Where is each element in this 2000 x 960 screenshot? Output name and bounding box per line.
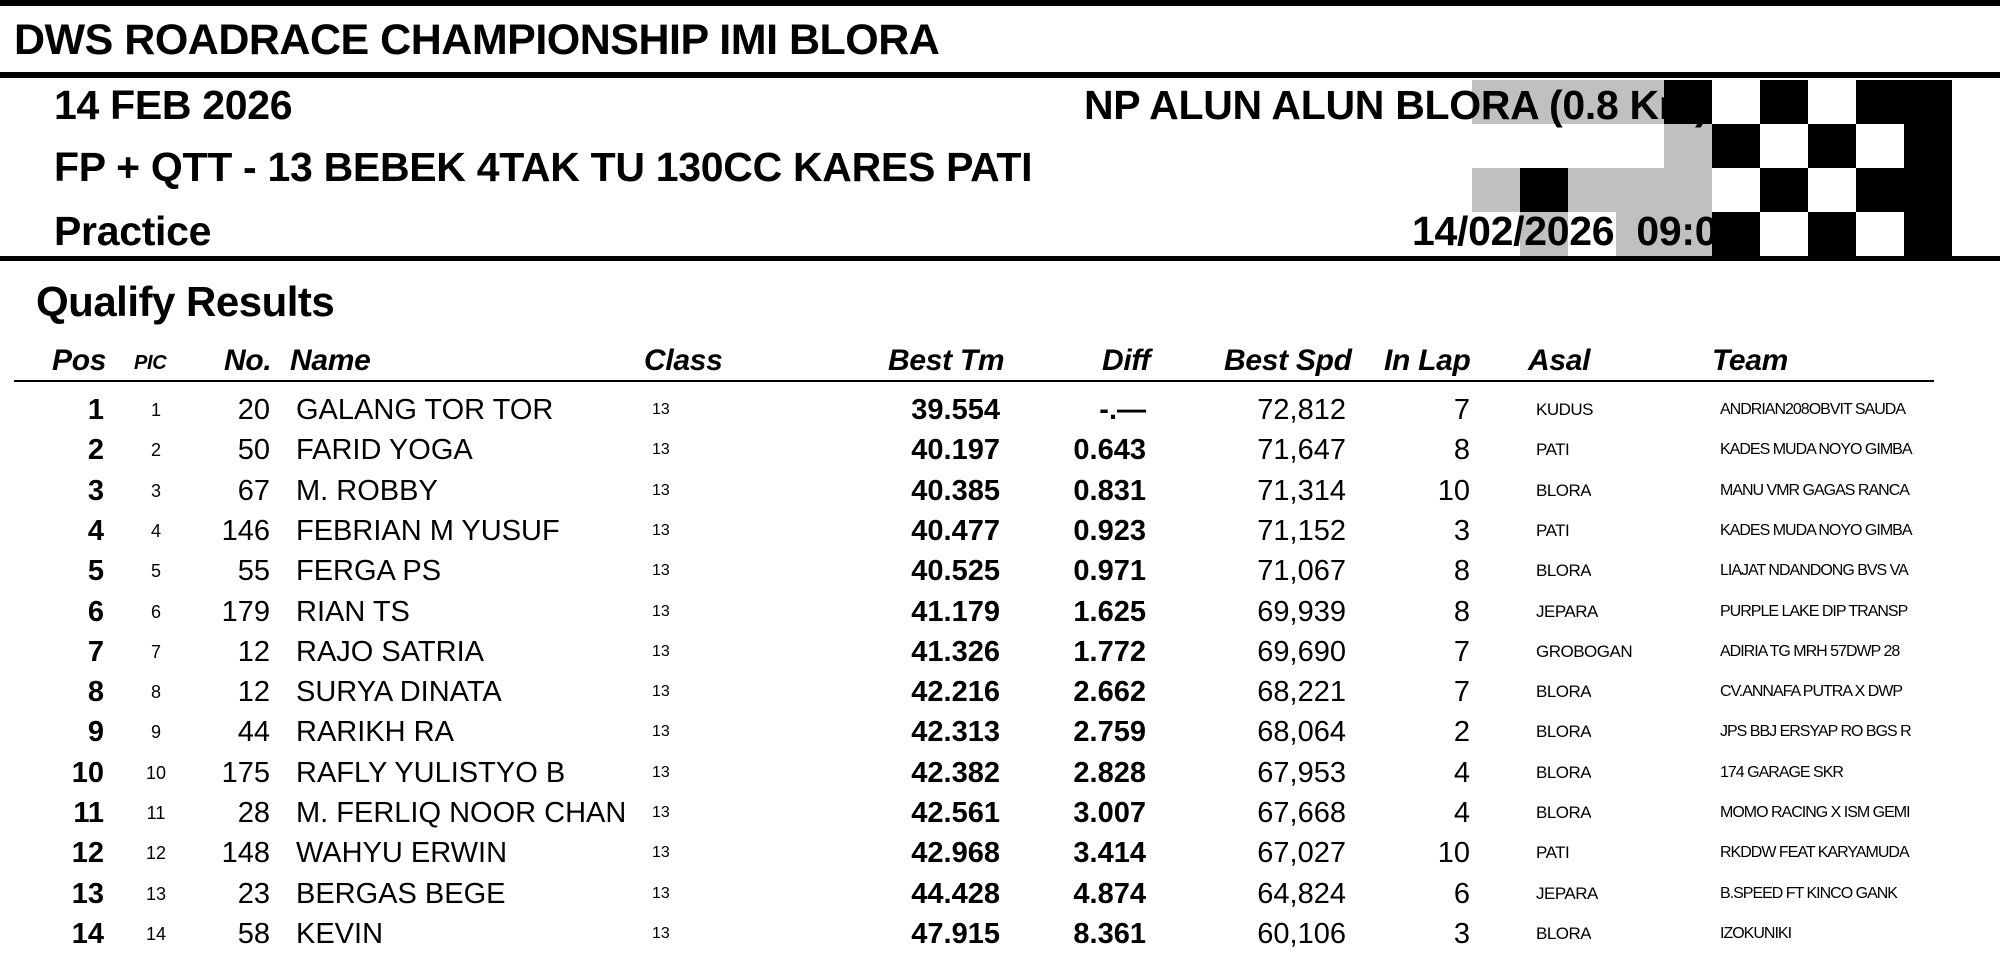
cell-spd: 67,027 — [1257, 837, 1346, 870]
cell-pos: 6 — [87, 595, 104, 628]
cell-spd: 68,221 — [1257, 676, 1346, 709]
flag-square — [1904, 124, 1952, 168]
cell-asal: BLORA — [1536, 480, 1592, 500]
cell-lap: 7 — [1453, 635, 1470, 668]
cell-class: 13 — [652, 642, 670, 660]
header-rule — [0, 256, 2000, 261]
cell-diff: 0.643 — [1073, 434, 1146, 467]
cell-lap: 10 — [1437, 837, 1470, 870]
cell-best: 42.561 — [911, 797, 1000, 829]
cell-name: RAFLY YULISTYO B — [296, 756, 566, 789]
cell-no: 50 — [237, 434, 270, 467]
cell-team: IZOKUNIKI — [1720, 924, 1792, 942]
cell-diff: 2.828 — [1073, 756, 1146, 789]
cell-best: 40.525 — [911, 555, 1000, 588]
cell-asal: PATI — [1536, 440, 1570, 460]
table-row — [0, 632, 2000, 672]
cell-name: RARIKH RA — [296, 716, 454, 749]
flag-square — [1472, 168, 1520, 212]
cell-diff: 2.759 — [1073, 716, 1146, 749]
cell-asal: JEPARA — [1536, 601, 1598, 621]
cell-spd: 64,824 — [1257, 877, 1346, 910]
cell-pic: 13 — [145, 883, 167, 904]
col-team-header: Team — [1712, 344, 1789, 377]
cell-lap: 4 — [1453, 797, 1470, 829]
cell-lap: 3 — [1453, 514, 1470, 547]
cell-no: 175 — [221, 756, 270, 789]
cell-best: 42.216 — [911, 676, 1000, 709]
cell-pos: 3 — [87, 474, 104, 507]
cell-team: ADIRIA TG MRH 57DWP 28 — [1720, 642, 1900, 660]
cell-no: 179 — [221, 595, 270, 628]
cell-name: FARID YOGA — [296, 434, 473, 467]
cell-lap: 10 — [1437, 474, 1470, 507]
flag-square — [1664, 124, 1712, 168]
col-pos-header: Pos — [52, 344, 107, 377]
cell-team: KADES MUDA NOYO GIMBA — [1720, 521, 1912, 539]
col-best-tm-header: Best Tm — [888, 344, 1005, 377]
cell-class: 13 — [652, 884, 670, 902]
cell-best: 40.385 — [911, 474, 1000, 507]
cell-team: PURPLE LAKE DIP TRANSP — [1720, 602, 1908, 620]
cell-pic: 8 — [150, 682, 161, 703]
cell-name: RIAN TS — [296, 595, 410, 628]
cell-pic: 9 — [150, 722, 161, 743]
cell-no: 28 — [237, 797, 270, 829]
cell-name: FEBRIAN M YUSUF — [296, 514, 560, 547]
col-no-header: No. — [224, 344, 272, 377]
cell-class: 13 — [652, 602, 670, 620]
cell-best: 42.382 — [911, 756, 1000, 789]
flag-square — [1808, 212, 1856, 256]
cell-team: CV.ANNAFA PUTRA X DWP — [1720, 683, 1903, 701]
cell-diff: 0.971 — [1073, 555, 1146, 588]
cell-lap: 6 — [1453, 877, 1470, 910]
cell-diff: 0.831 — [1073, 474, 1146, 507]
event-date: 14 FEB 2026 — [54, 82, 293, 128]
cell-pos: 5 — [87, 555, 104, 588]
table-row — [0, 672, 2000, 712]
cell-asal: BLORA — [1536, 722, 1592, 742]
cell-spd: 68,064 — [1257, 716, 1346, 749]
column-header-rule — [14, 380, 1934, 382]
cell-name: BERGAS BEGE — [296, 877, 506, 910]
cell-pic: 5 — [150, 561, 161, 582]
cell-best: 40.197 — [911, 434, 1000, 467]
cell-name: M. ROBBY — [296, 474, 438, 507]
cell-class: 13 — [652, 763, 670, 781]
cell-team: LIAJAT NDANDONG BVS VA — [1720, 562, 1908, 580]
cell-pos: 12 — [71, 837, 104, 870]
cell-spd: 71,067 — [1257, 555, 1346, 588]
table-row — [0, 471, 2000, 511]
cell-asal: PATI — [1536, 843, 1570, 863]
cell-class: 13 — [652, 401, 670, 418]
cell-no: 67 — [237, 474, 270, 507]
cell-class: 13 — [652, 481, 670, 499]
cell-asal: GROBOGAN — [1536, 641, 1633, 661]
cell-spd: 69,939 — [1257, 595, 1346, 628]
cell-asal: BLORA — [1536, 923, 1592, 943]
cell-asal: BLORA — [1536, 762, 1592, 782]
flag-square — [1856, 168, 1904, 212]
cell-pic: 14 — [145, 923, 167, 944]
table-row — [0, 753, 2000, 793]
cell-asal: BLORA — [1536, 561, 1592, 581]
venue-name: NP ALUN ALUN BLORA (0.8 Km) — [1084, 82, 1709, 128]
table-row — [0, 551, 2000, 591]
col-class-header: Class — [644, 344, 723, 377]
cell-pic: 4 — [150, 520, 161, 541]
cell-team: ANDRIAN208OBVIT SAUDA — [1720, 401, 1905, 418]
cell-class: 13 — [652, 844, 670, 862]
cell-pic: 7 — [150, 641, 161, 662]
cell-asal: BLORA — [1536, 803, 1592, 822]
cell-asal: JEPARA — [1536, 883, 1598, 903]
table-row — [0, 712, 2000, 752]
cell-diff: -.— — [1099, 394, 1146, 426]
cell-best: 42.313 — [911, 716, 1000, 749]
flag-square — [1664, 168, 1712, 212]
cell-lap: 7 — [1453, 394, 1470, 426]
cell-lap: 4 — [1453, 756, 1470, 789]
section-title: Qualify Results — [36, 278, 335, 325]
cell-asal: PATI — [1536, 520, 1570, 540]
cell-no: 58 — [237, 917, 270, 950]
cell-spd: 67,953 — [1257, 756, 1346, 789]
cell-pos: 4 — [87, 514, 104, 547]
flag-square — [1760, 168, 1808, 212]
cell-lap: 2 — [1453, 716, 1470, 749]
cell-diff: 1.772 — [1073, 635, 1146, 668]
cell-team: KADES MUDA NOYO GIMBA — [1720, 441, 1912, 459]
cell-class: 13 — [652, 723, 670, 741]
cell-spd: 69,690 — [1257, 635, 1346, 668]
cell-best: 47.915 — [911, 917, 1000, 950]
session-name: Practice — [54, 208, 212, 254]
cell-no: 12 — [237, 676, 270, 709]
cell-pos: 8 — [87, 676, 104, 709]
cell-pic: 11 — [146, 803, 166, 823]
cell-name: GALANG TOR TOR — [296, 394, 554, 426]
cell-no: 148 — [221, 837, 270, 870]
cell-no: 20 — [237, 394, 270, 426]
cell-best: 41.326 — [911, 635, 1000, 668]
table-row — [0, 914, 2000, 954]
top-rule — [0, 0, 2000, 6]
cell-spd: 71,647 — [1257, 434, 1346, 467]
cell-diff: 8.361 — [1073, 917, 1146, 950]
col-best-spd-header: Best Spd — [1224, 344, 1352, 377]
cell-pos: 14 — [71, 917, 104, 950]
flag-square — [1904, 168, 1952, 212]
cell-team: 174 GARAGE SKR — [1720, 763, 1843, 781]
cell-asal: KUDUS — [1536, 400, 1594, 419]
cell-pos: 10 — [71, 756, 104, 789]
table-row — [0, 793, 2000, 833]
cell-lap: 3 — [1453, 917, 1470, 950]
cell-class: 13 — [652, 683, 670, 701]
col-asal-header: Asal — [1528, 344, 1591, 377]
cell-pic: 12 — [145, 843, 167, 864]
cell-spd: 67,668 — [1257, 797, 1346, 829]
cell-team: MANU VMR GAGAS RANCA — [1720, 481, 1909, 499]
table-row — [0, 390, 2000, 430]
col-name-header: Name — [290, 344, 371, 377]
cell-name: WAHYU ERWIN — [296, 837, 508, 870]
cell-lap: 8 — [1453, 555, 1470, 588]
cell-name: FERGA PS — [296, 555, 442, 588]
cell-best: 41.179 — [911, 595, 1000, 628]
cell-lap: 8 — [1453, 434, 1470, 467]
cell-class: 13 — [652, 804, 670, 821]
cell-class: 13 — [652, 562, 670, 580]
cell-diff: 3.007 — [1073, 797, 1146, 829]
cell-pic: 3 — [150, 480, 161, 501]
cell-asal: BLORA — [1536, 682, 1592, 702]
flag-square — [1616, 168, 1664, 212]
cell-team: RKDDW FEAT KARYAMUDA — [1720, 844, 1909, 862]
table-row — [0, 592, 2000, 632]
cell-class: 13 — [652, 521, 670, 539]
event-title: DWS ROADRACE CHAMPIONSHIP IMI BLORA — [14, 16, 940, 64]
cell-pic: 6 — [150, 601, 161, 622]
cell-no: 44 — [237, 716, 270, 749]
table-row — [0, 430, 2000, 470]
cell-diff: 2.662 — [1073, 676, 1146, 709]
table-row — [0, 833, 2000, 873]
cell-pos: 1 — [87, 394, 104, 426]
cell-no: 55 — [237, 555, 270, 588]
cell-class: 13 — [652, 441, 670, 459]
cell-pos: 2 — [87, 434, 104, 467]
cell-pic: 1 — [150, 400, 161, 420]
flag-square — [1712, 124, 1760, 168]
cell-name: M. FERLIQ NOOR CHAN — [296, 797, 626, 829]
cell-no: 23 — [237, 877, 270, 910]
cell-pos: 13 — [71, 877, 104, 910]
title-rule — [0, 72, 2000, 78]
flag-square — [1568, 168, 1616, 212]
table-row — [0, 874, 2000, 914]
cell-best: 40.477 — [911, 514, 1000, 547]
cell-lap: 8 — [1453, 595, 1470, 628]
cell-pic: 2 — [150, 440, 161, 461]
cell-spd: 71,314 — [1257, 474, 1346, 507]
cell-pic: 10 — [145, 762, 167, 783]
col-in-lap-header: In Lap — [1384, 344, 1471, 377]
cell-diff: 0.923 — [1073, 514, 1146, 547]
flag-square — [1808, 124, 1856, 168]
cell-lap: 7 — [1453, 676, 1470, 709]
cell-spd: 72,812 — [1257, 394, 1346, 426]
flag-square — [1856, 80, 1904, 124]
cell-no: 146 — [221, 514, 270, 547]
cell-name: SURYA DINATA — [296, 676, 502, 709]
cell-pos: 7 — [87, 635, 104, 668]
cell-name: RAJO SATRIA — [296, 635, 484, 668]
cell-best: 42.968 — [911, 837, 1000, 870]
class-title: FP + QTT - 13 BEBEK 4TAK TU 130CC KARES PATI — [54, 144, 1033, 190]
cell-pos: 11 — [73, 797, 104, 829]
table-row — [0, 511, 2000, 551]
cell-best: 44.428 — [911, 877, 1000, 910]
cell-spd: 60,106 — [1257, 917, 1346, 950]
cell-class: 13 — [652, 924, 670, 942]
session-datetime: 14/02/2026 09:00 — [1412, 208, 1740, 254]
flag-square — [1904, 212, 1952, 256]
cell-team: MOMO RACING X ISM GEMI — [1720, 804, 1910, 821]
cell-pos: 9 — [87, 716, 104, 749]
cell-no: 12 — [237, 635, 270, 668]
cell-team: B.SPEED FT KINCO GANK — [1720, 884, 1897, 902]
flag-square — [1904, 80, 1952, 124]
flag-square — [1520, 168, 1568, 212]
cell-best: 39.554 — [911, 394, 1000, 426]
flag-square — [1760, 80, 1808, 124]
cell-team: JPS BBJ ERSYAP RO BGS R — [1720, 723, 1911, 741]
cell-diff: 4.874 — [1073, 877, 1146, 910]
cell-diff: 1.625 — [1073, 595, 1146, 628]
cell-spd: 71,152 — [1257, 514, 1346, 547]
cell-name: KEVIN — [296, 917, 384, 950]
col-pic-header: PIC — [134, 352, 167, 374]
cell-diff: 3.414 — [1073, 837, 1146, 870]
col-diff-header: Diff — [1102, 344, 1151, 377]
